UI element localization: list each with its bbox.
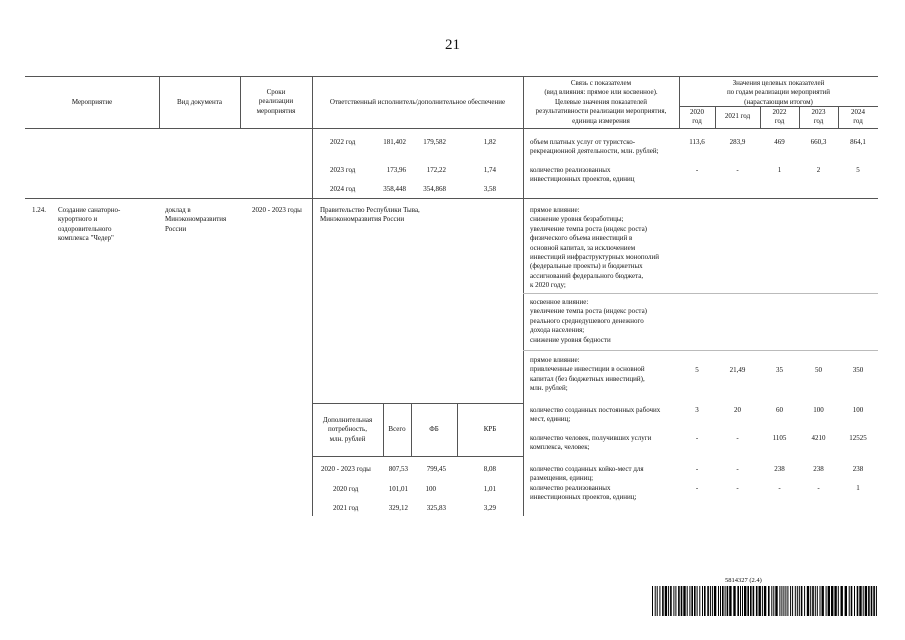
finance-subtable-top [312,403,523,404]
finance-row-year: 2020 год [333,485,359,493]
item-indicator-value-2021: 20 [734,406,741,414]
item-indicator-value-2023: 100 [813,406,824,414]
item-indicator-value-2022: - [778,484,781,492]
item-indicator-value-2020: - [695,484,699,492]
finance-row-fb: 799,45 [426,465,446,473]
item-indicator-text: количество реализованных инвестиционных проектов, единиц; [530,484,637,502]
finance-row-year: 2021 год [333,504,359,512]
item-indicator-value-2021: - [736,484,739,492]
header-year-2023: 2023 год [811,108,826,126]
item-indicator-value-2020: 5 [695,366,699,374]
header-terms: Сроки реализации мероприятия [256,88,296,115]
table-top-border [25,76,878,77]
item-indicator-value-2022: 35 [776,366,783,374]
item-indicator-value-2024: 238 [852,465,864,473]
top-finance-krb: 3,58 [483,185,496,193]
item-indicator-text: количество созданных постоянных рабочих мест, единиц; [530,406,661,424]
influence-direct-2: прямое влияние: привлеченные инвестиции в основной капитал (без бюджетных инвестиций), млн. рублей; [530,356,645,393]
finance-row-fb: 325,83 [426,504,446,512]
item-doc: доклад в Минэкономразвития России [165,206,227,233]
top-finance-total: 358,448 [383,185,406,193]
item-indicator-value-2022: 1105 [772,434,787,442]
finance-row-total: 807,53 [388,465,408,473]
top-indicator-text: объем платных услуг от туристско- рекреационной деятельности, млн. рублей; [530,138,659,156]
top-indicator-value-2020: - [695,166,699,174]
item-indicator-value-2021: - [736,434,739,442]
item-indicator-value-2023: 50 [815,366,822,374]
top-finance-krb: 1,74 [483,166,496,174]
influence-indirect: косвенное влияние: увеличение темпа роста (индекс роста) реального среднедушевого денежного дохода населения; снижение уровня бедности [530,298,648,344]
barcode-caption: 5814327 (2.4) [725,577,762,584]
top-indicator-text: количество реализованных инвестиционных проектов, единиц [530,166,635,184]
finance-header-krb: КРБ [483,425,497,433]
table-header-bottom-border [25,128,878,129]
top-finance-fb: 172,22 [426,166,446,174]
top-indicator-value-2023: 2 [816,166,821,174]
finance-header-total: Всего [388,425,406,433]
header-year-2024: 2024 год [851,108,865,126]
item-indicator-text: количество человек, получивших услуги комплекса, человек; [530,434,652,452]
top-finance-krb: 1,82 [483,138,496,146]
item-indicator-value-2020: - [695,465,699,473]
top-indicator-value-2022: 469 [774,138,785,146]
header-targets: Значения целевых показателей по годам реализации мероприятий (нарастающим итогом) [726,79,831,106]
finance-row-year: 2020 - 2023 годы [321,465,371,473]
header-year-2021: 2021 год [724,112,751,120]
header-year-2022: 2022 год [772,108,787,126]
page-number: 21 [445,37,460,53]
item-indicator-value-2024: 12525 [849,434,867,442]
item-name: Создание санаторно- курортного и оздоровительного комплекса "Чедер" [58,206,121,243]
top-indicator-value-2021: - [736,166,739,174]
top-indicator-value-2020: 113,6 [689,138,705,146]
item-top-border [25,198,878,199]
header-year-2020: 2020 год [690,108,704,126]
finance-header-label: Дополнительная потребность, млн. рублей [322,416,373,443]
item-indicator-value-2024: 1 [856,484,860,492]
finance-row-total: 329,12 [388,504,408,512]
finance-subtable-bottom [312,456,523,457]
header-executor: Ответственный исполнитель/дополнительное обеспечение [329,98,506,106]
finance-row-fb: 100 [425,485,436,493]
item-indicator-value-2020: - [695,434,699,442]
top-finance-fb: 179,582 [423,138,446,146]
item-indicator-text: количество созданных койко-мест для размещения, единиц; [530,465,644,483]
header-event: Мероприятие [71,98,113,106]
col-divider-3 [312,76,313,516]
item-indicator-value-2023: 238 [813,465,824,473]
influence-divider [523,293,878,294]
item-indicator-value-2021: - [736,465,739,473]
top-indicator-value-2023: 660,3 [810,138,827,146]
item-number: 1.24. [32,206,46,214]
item-indicator-value-2022: 60 [776,406,783,414]
finance-row-krb: 8,08 [483,465,496,473]
item-terms: 2020 - 2023 годы [252,206,302,214]
item-indicator-value-2020: 3 [695,406,699,414]
finance-row-krb: 3,29 [483,504,496,512]
influence-direct-1: прямое влияние: снижение уровня безработицы; увеличение темпа роста (индекс роста) физического объема инвестиций в основной капитал, за исключением инвестиций инфраструктурных монополий (федеральные проекты) и бюджетных ассигнований федерального бюджета, к 2020 году; [530,206,660,290]
item-indicator-value-2021: 21,49 [729,366,746,374]
top-finance-total: 181,402 [383,138,406,146]
top-finance-fb: 354,868 [423,185,446,193]
top-finance-total: 173,96 [386,166,406,174]
header-link: Связь с показателем (вид влияния: прямое или косвенное). Целевые значения показателей результативности реализации мероприятия, единица измерения [535,79,667,125]
item-executor: Правительство Республики Тыва, Минэкономразвития России [320,206,420,224]
top-indicator-value-2022: 1 [777,166,782,174]
top-indicator-value-2024: 864,1 [850,138,866,146]
finance-row-total: 101,01 [388,485,408,493]
item-indicator-value-2023: - [817,484,820,492]
top-finance-year: 2022 год [330,138,356,146]
top-finance-year: 2024 год [330,185,356,193]
col-divider-4 [523,76,524,516]
item-indicator-value-2024: 350 [852,366,864,374]
header-doc-type: Вид документа [176,98,223,106]
influence-divider [523,350,878,351]
barcode-image [652,586,877,616]
item-indicator-value-2023: 4210 [811,434,826,442]
top-indicator-value-2021: 283,9 [729,138,746,146]
item-indicator-value-2022: 238 [774,465,785,473]
item-indicator-value-2024: 100 [852,406,864,414]
finance-header-fb: ФБ [429,425,439,433]
finance-row-krb: 1,01 [483,485,496,493]
top-indicator-value-2024: 5 [856,166,860,174]
top-finance-year: 2023 год [330,166,356,174]
